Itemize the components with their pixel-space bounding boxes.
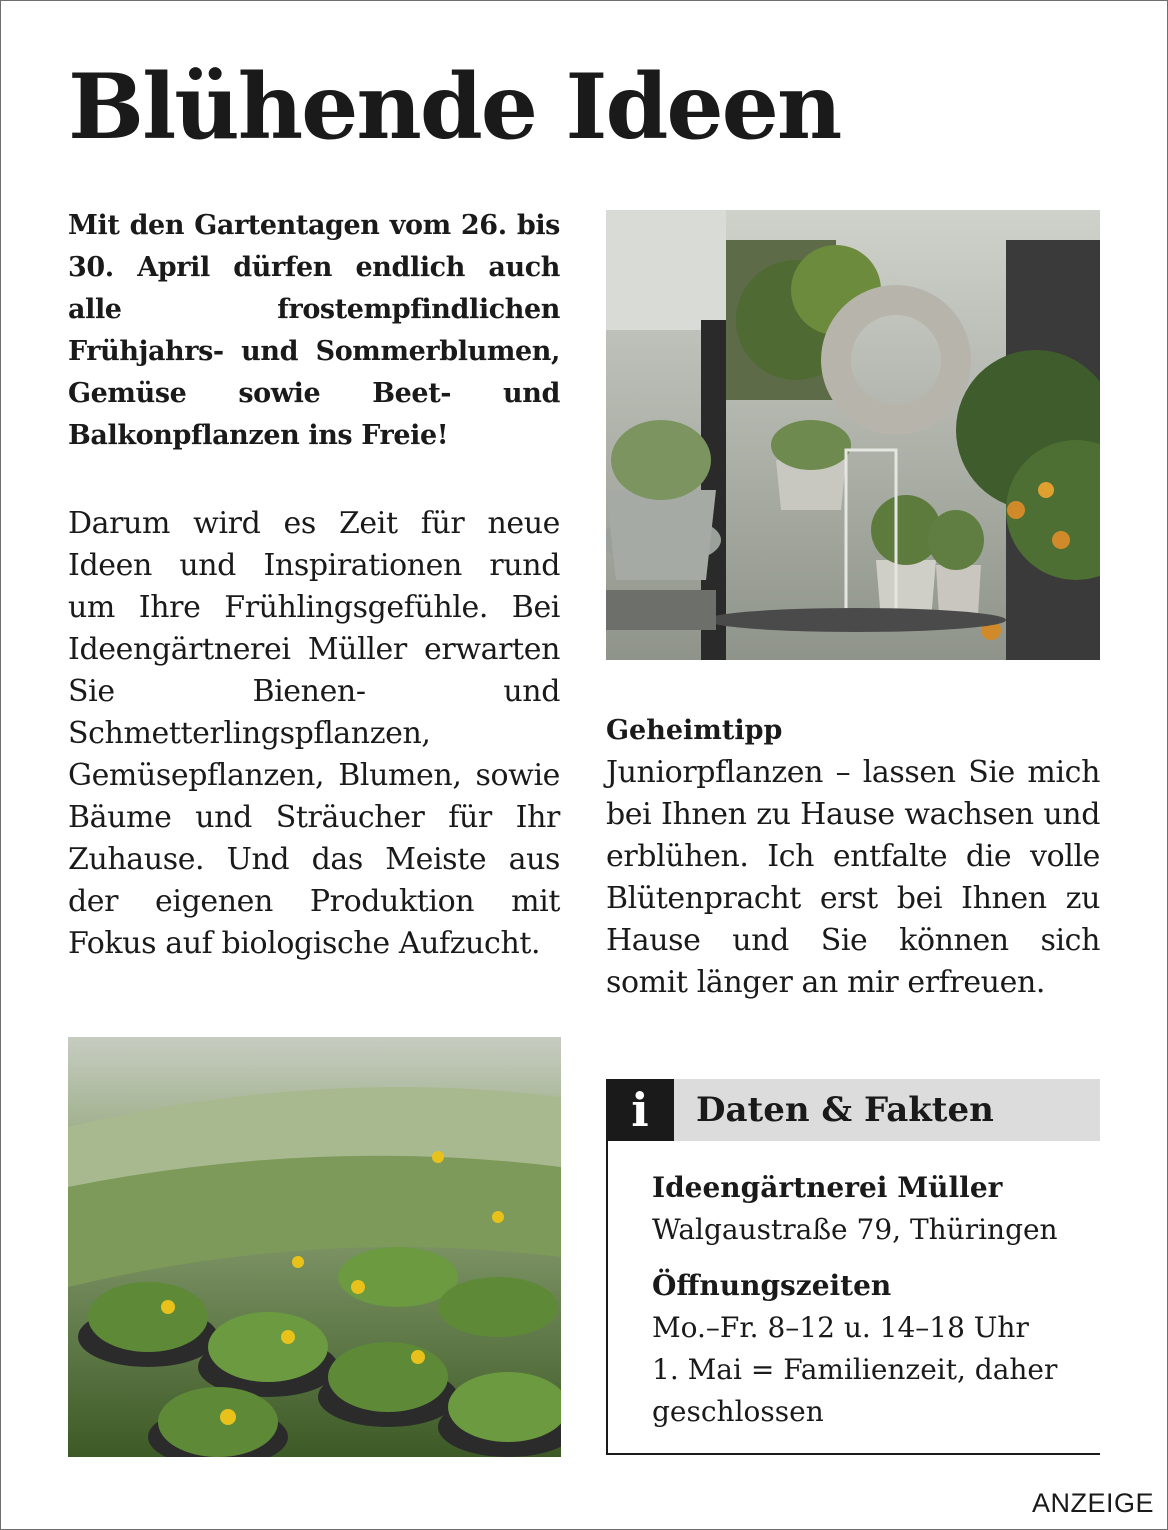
tip-heading: Geheimtipp (606, 715, 783, 746)
body-column (68, 503, 560, 965)
seedlings-photo (68, 1037, 561, 1457)
facts-header (606, 1079, 1100, 1141)
lead-column (68, 205, 560, 457)
facts-left-border (606, 1141, 608, 1455)
garden-center-photo (606, 210, 1100, 660)
garden-center-illustration (606, 210, 1100, 660)
facts-content (652, 1167, 1092, 1433)
hours-label: Öffnungszeiten (652, 1269, 892, 1302)
info-icon: i (606, 1079, 674, 1141)
tip-column (606, 710, 1100, 1004)
company-address: Walgaustraße 79, Thüringen (652, 1213, 1058, 1246)
seedlings-illustration (68, 1037, 561, 1457)
facts-box (606, 1079, 1100, 1457)
tip-paragraph: Juniorpflanzen – lassen Sie mich bei Ihnen zu Hause wachsen und erblühen. Ich entfalte die volle Blütenpracht erst bei Ihnen zu Hause und Sie können sich somit länger an mir erfreuen. (606, 755, 1100, 1000)
facts-bottom-border (606, 1453, 1100, 1455)
lead-paragraph: Mit den Gartentagen vom 26. bis 30. April dürfen endlich auch alle frostempfindlichen Frühjahrs- und Sommerblumen, Gemüse sowie Beet- und Balkonpflanzen ins Freie! (68, 210, 560, 451)
closure-note-line1: 1. Mai = Familienzeit, daher (652, 1353, 1058, 1386)
closure-note-line2: geschlossen (652, 1395, 824, 1428)
body-paragraph: Darum wird es Zeit für neue Ideen und Inspirationen rund um Ihre Frühlingsgefühle. Bei Ideengärtnerei Müller erwarten Sie Bienen- und Schmetterlingspflanzen, Gemüsepflanzen, Blumen, sowie Bäume und Sträucher für Ihr Zuhause. Und das Meiste aus der eigenen Produktion mit Fokus auf biologische Aufzucht. (68, 506, 560, 961)
facts-title: Daten & Fakten (696, 1090, 994, 1130)
headline: Blühende Ideen (68, 54, 841, 160)
company-name: Ideengärtnerei Müller (652, 1171, 1003, 1204)
hours-value: Mo.–Fr. 8–12 u. 14–18 Uhr (652, 1311, 1029, 1344)
ad-label: ANZEIGE (1031, 1488, 1154, 1518)
